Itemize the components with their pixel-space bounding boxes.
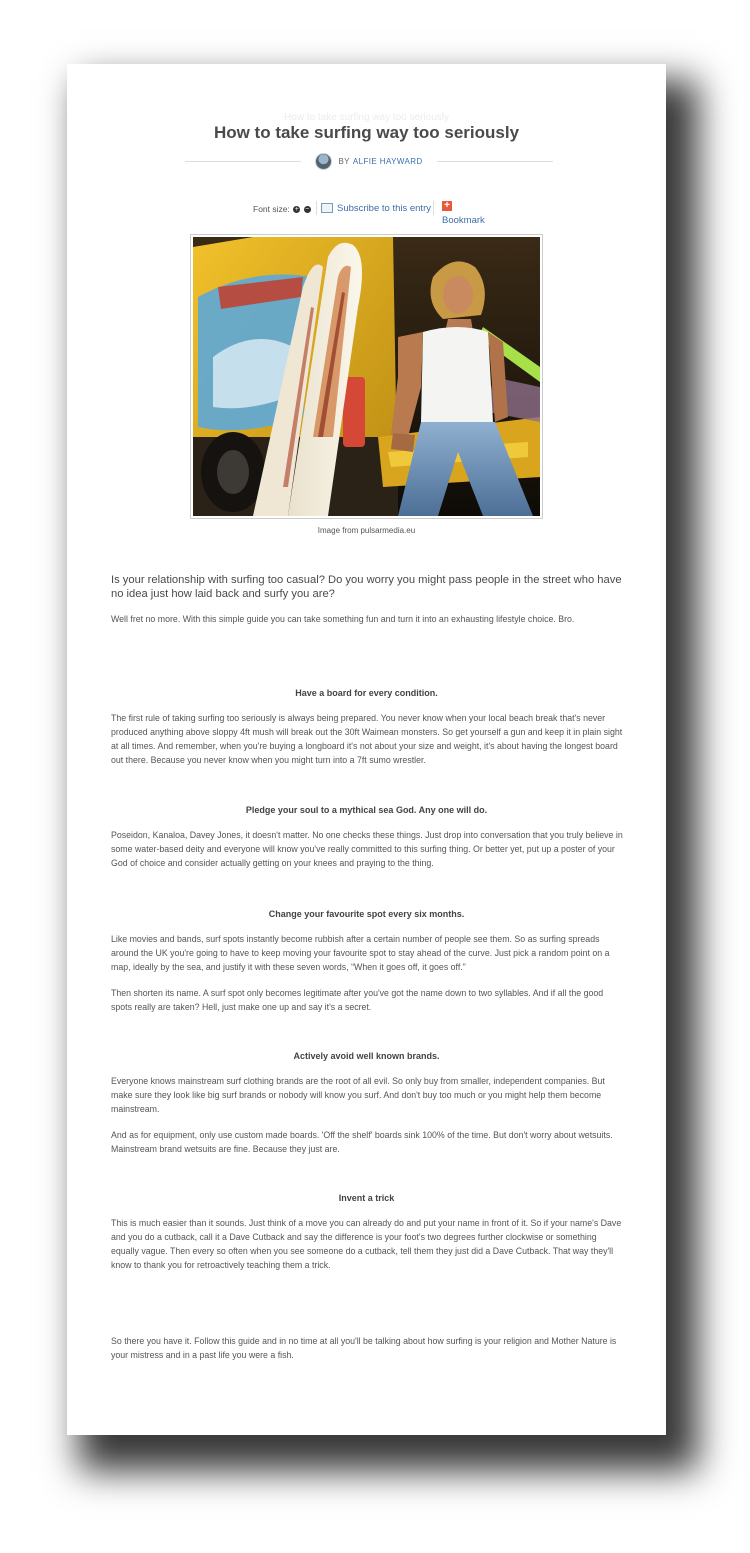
font-increase-icon[interactable]: + <box>294 206 299 214</box>
section-paragraph: The first rule of taking surfing too seriously is always being prepared. You never know when your local beach break that's never produced anything above sloppy 4ft mush will break out the 30ft Waimean monsters. So get yourself a gun and keep it in plain sight at all times. And remember, when you're buying a longboard it's not about your size and weight, it's about having the longest board out there. Because you never know when you might turn into a 7ft sumo wrestler. <box>111 713 623 765</box>
toolbar-divider <box>433 201 434 215</box>
subscribe-link[interactable] <box>321 203 431 214</box>
article-image-frame <box>190 234 543 519</box>
section-paragraph: Everyone knows mainstream surf clothing brands are the root of all evil. So only buy from smaller, independent companies. But make sure they look like big surf brands or nobody will know you surf. And don't buy too much or you might help them become mainstream. <box>111 1076 605 1114</box>
article-photo <box>193 237 540 516</box>
subscribe-label: Subscribe to this entry <box>337 203 431 214</box>
font-decrease-icon[interactable]: − <box>305 206 310 214</box>
section-paragraph: This is much easier than it sounds. Just think of a move you can already do and put your name in front of it. So if your name's Dave and you do a cutback, call it a Dave Cutback and say the difference is your foot's two degrees further clockwise or something equally vague. Then every so often when you see someone do a cutback, tell them they just did a Dave Cutback. That way they'll know to thank you for retroactively teaching them a trick. <box>111 1218 622 1270</box>
section-paragraph: Like movies and bands, surf spots instantly become rubbish after a certain number of people see them. So as surfing spreads around the UK you're going to have to keep moving your favourite spot to stay ahead of the curve. Just pick a random point on a map, ideally by the sea, and justify it with these seven words, “When it goes off, it goes off.” <box>111 934 610 972</box>
font-size-label: Font size: <box>253 204 290 214</box>
font-size-control <box>253 204 311 214</box>
byline-prefix: BY <box>338 156 350 166</box>
mail-icon <box>321 203 333 213</box>
section-heading: Have a board for every condition. <box>295 688 438 698</box>
article-lead: Is your relationship with surfing too casual? Do you worry you might pass people in the street who have no idea just how laid back and surfy you are? <box>111 574 622 600</box>
byline-divider-left <box>185 161 301 162</box>
bookmark-plus-icon[interactable]: + <box>442 201 452 211</box>
section-heading: Change your favourite spot every six months. <box>268 909 465 919</box>
faded-title-ghost: How to take surfing way too seriously <box>283 112 450 123</box>
article-conclusion: So there you have it. Follow this guide and in no time at all you'll be talking about how surfing is your religion and Mother Nature is your mistress and in a past life you were a fish. <box>111 1336 617 1360</box>
toolbar-divider <box>316 201 317 215</box>
section-heading: Pledge your soul to a mythical sea God. Any one will do. <box>245 805 488 815</box>
surfer-van-illustration <box>193 237 540 516</box>
image-caption: Image from pulsarmedia.eu <box>317 526 416 535</box>
byline <box>185 153 553 169</box>
article-intro: Well fret no more. With this simple guide you can take something fun and turn it into an exhausting lifestyle choice. Bro. <box>111 614 575 624</box>
byline-divider-right <box>437 161 553 162</box>
article-page <box>67 64 666 1435</box>
section-paragraph: Poseidon, Kanaloa, Davey Jones, it doesn't matter. No one checks these things. Just drop into conversation that you truly believe in some water-based deity and everyone will know you've really committed to this surfing thing. Or better yet, put up a poster of your God of choice and consider actually getting on your knees and praying to the thing. <box>111 830 623 868</box>
section-heading: Invent a trick <box>338 1193 395 1203</box>
section-paragraph: Then shorten its name. A surf spot only becomes legitimate after you've got the name down to two syllables. And if all the good spots really are taken? Hell, just make one up and say it's a secret. <box>111 988 604 1012</box>
article-title: How to take surfing way too seriously <box>213 123 520 142</box>
section-paragraph: And as for equipment, only use custom made boards. 'Off the shelf' boards sink 100% of the time. But don't worry about wetsuits. Mainstream brand wetsuits are fine. Because they just are. <box>111 1130 613 1154</box>
author-link[interactable]: ALFIE HAYWARD <box>352 156 423 166</box>
bookmark-link[interactable]: Bookmark <box>442 215 485 226</box>
author-avatar[interactable] <box>315 153 332 170</box>
section-heading: Actively avoid well known brands. <box>293 1051 440 1061</box>
